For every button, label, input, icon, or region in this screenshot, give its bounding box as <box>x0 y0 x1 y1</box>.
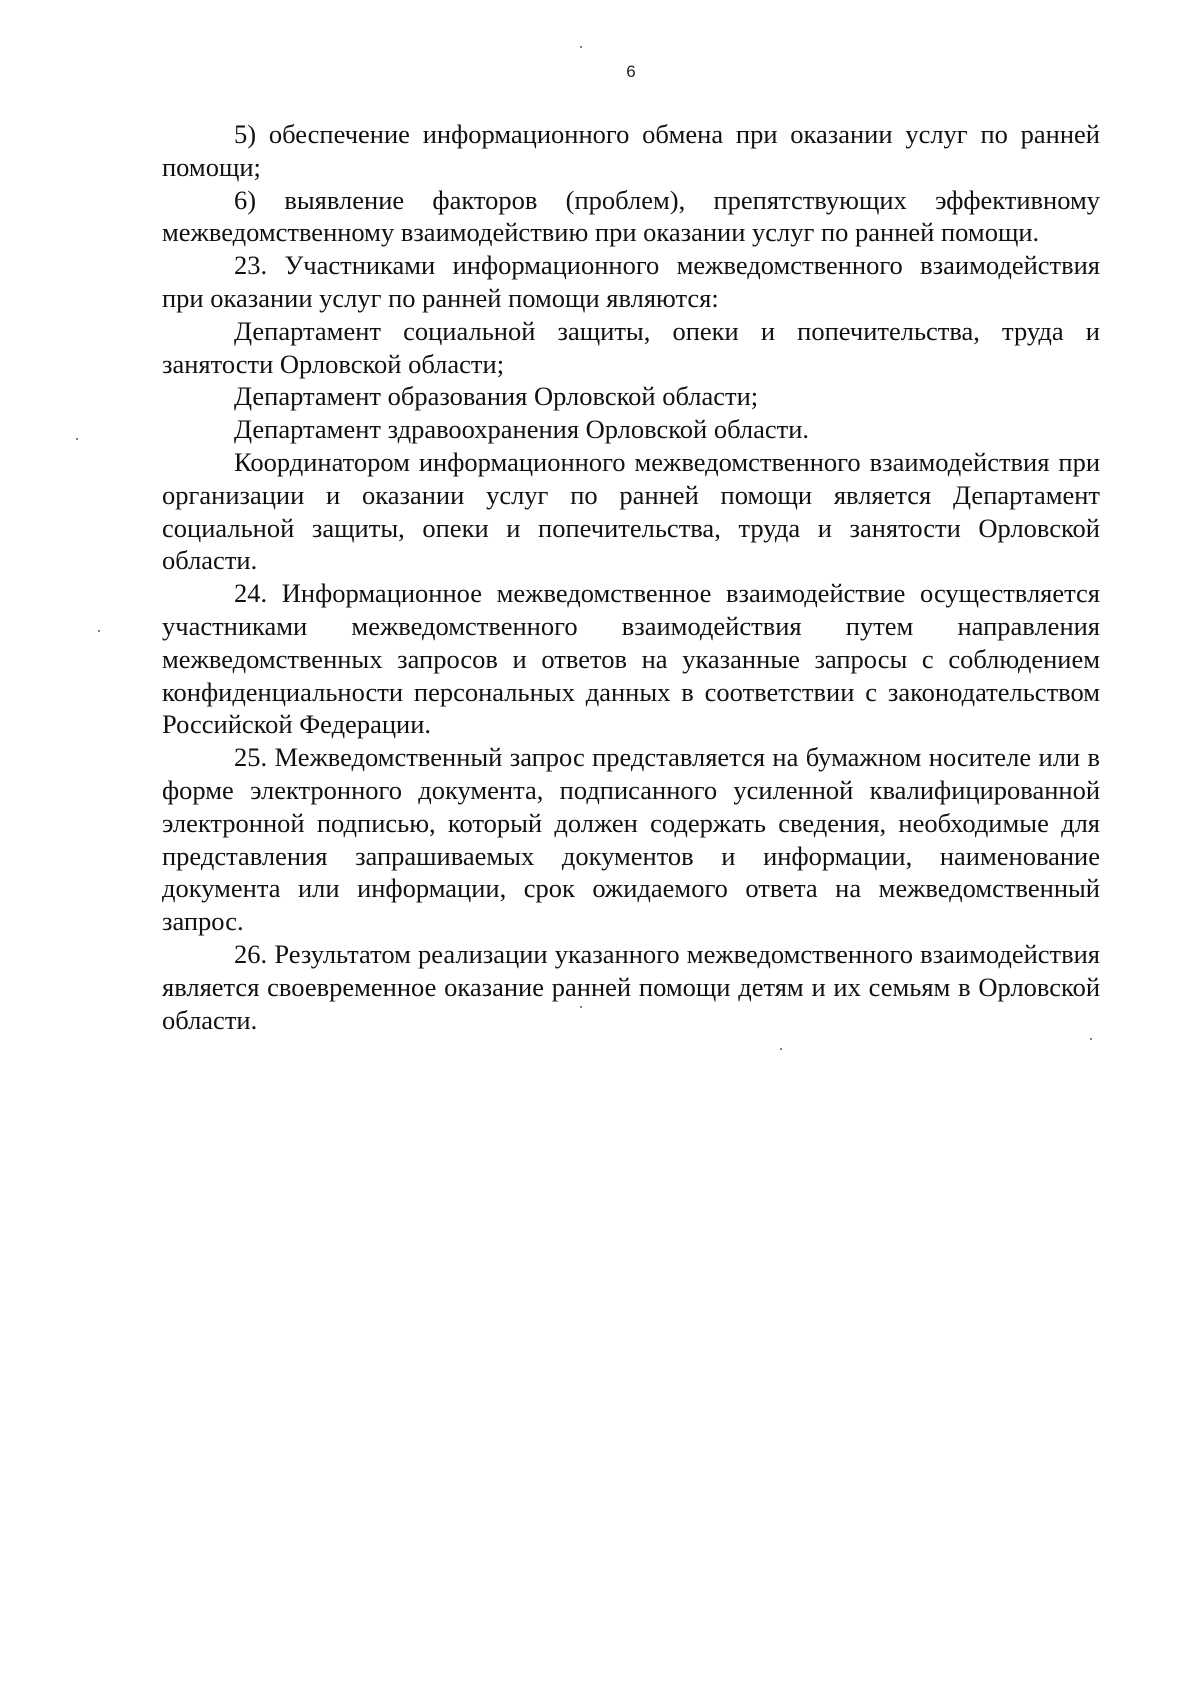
scan-speck <box>580 1006 582 1008</box>
paragraph-24: 24. Информационное межведомственное взаимодействие осуществляется участниками межведомственного взаимодействия путем направления межведомственных запросов и ответов на указанные запросы с соблюдением конфиденциальности персональных данных в соответствии с законодательством Российской Федерации. <box>162 578 1100 740</box>
scan-speck <box>98 630 100 632</box>
paragraph-coordinator: Координатором информационного межведомственного взаимодействия при организации и оказании услуг по ранней помощи является Департамент социальной защиты, опеки и попечительства, труда и занятости Орловской области. <box>162 446 1100 576</box>
paragraph-25: 25. Межведомственный запрос представляется на бумажном носителе или в форме электронного документа, подписанного усиленной квалифицированной электронной подписью, который должен содержать сведения, необходимые для представления запрашиваемых документов и информации, наименование документа или информации, срок ожидаемого ответа на межведомственный запрос. <box>162 742 1100 937</box>
scan-speck <box>580 46 582 48</box>
paragraph-26: 26. Результатом реализации указанного межведомственного взаимодействия является своевременное оказание ранней помощи детям и их семьям в Орловской области. <box>162 938 1100 1035</box>
scan-speck <box>1090 1038 1092 1040</box>
scan-speck <box>780 1048 782 1050</box>
paragraph-item-6: 6) выявление факторов (проблем), препятствующих эффективному межведомственному взаимодействию при оказании услуг по ранней помощи. <box>162 184 1100 248</box>
paragraph-participant-healthcare: Департамент здравоохранения Орловской области. <box>234 414 810 445</box>
scan-speck <box>76 438 78 440</box>
document-body <box>162 118 1100 1036</box>
paragraph-23: 23. Участниками информационного межведомственного взаимодействия при оказании услуг по ранней помощи являются: <box>162 250 1100 313</box>
paragraph-participant-social-protection: Департамент социальной защиты, опеки и попечительства, труда и занятости Орловской области; <box>162 315 1100 379</box>
page-number: 6 <box>626 62 636 81</box>
paragraph-participant-education: Департамент образования Орловской области; <box>234 381 759 412</box>
paragraph-item-5: 5) обеспечение информационного обмена при оказании услуг по ранней помощи; <box>162 119 1100 182</box>
